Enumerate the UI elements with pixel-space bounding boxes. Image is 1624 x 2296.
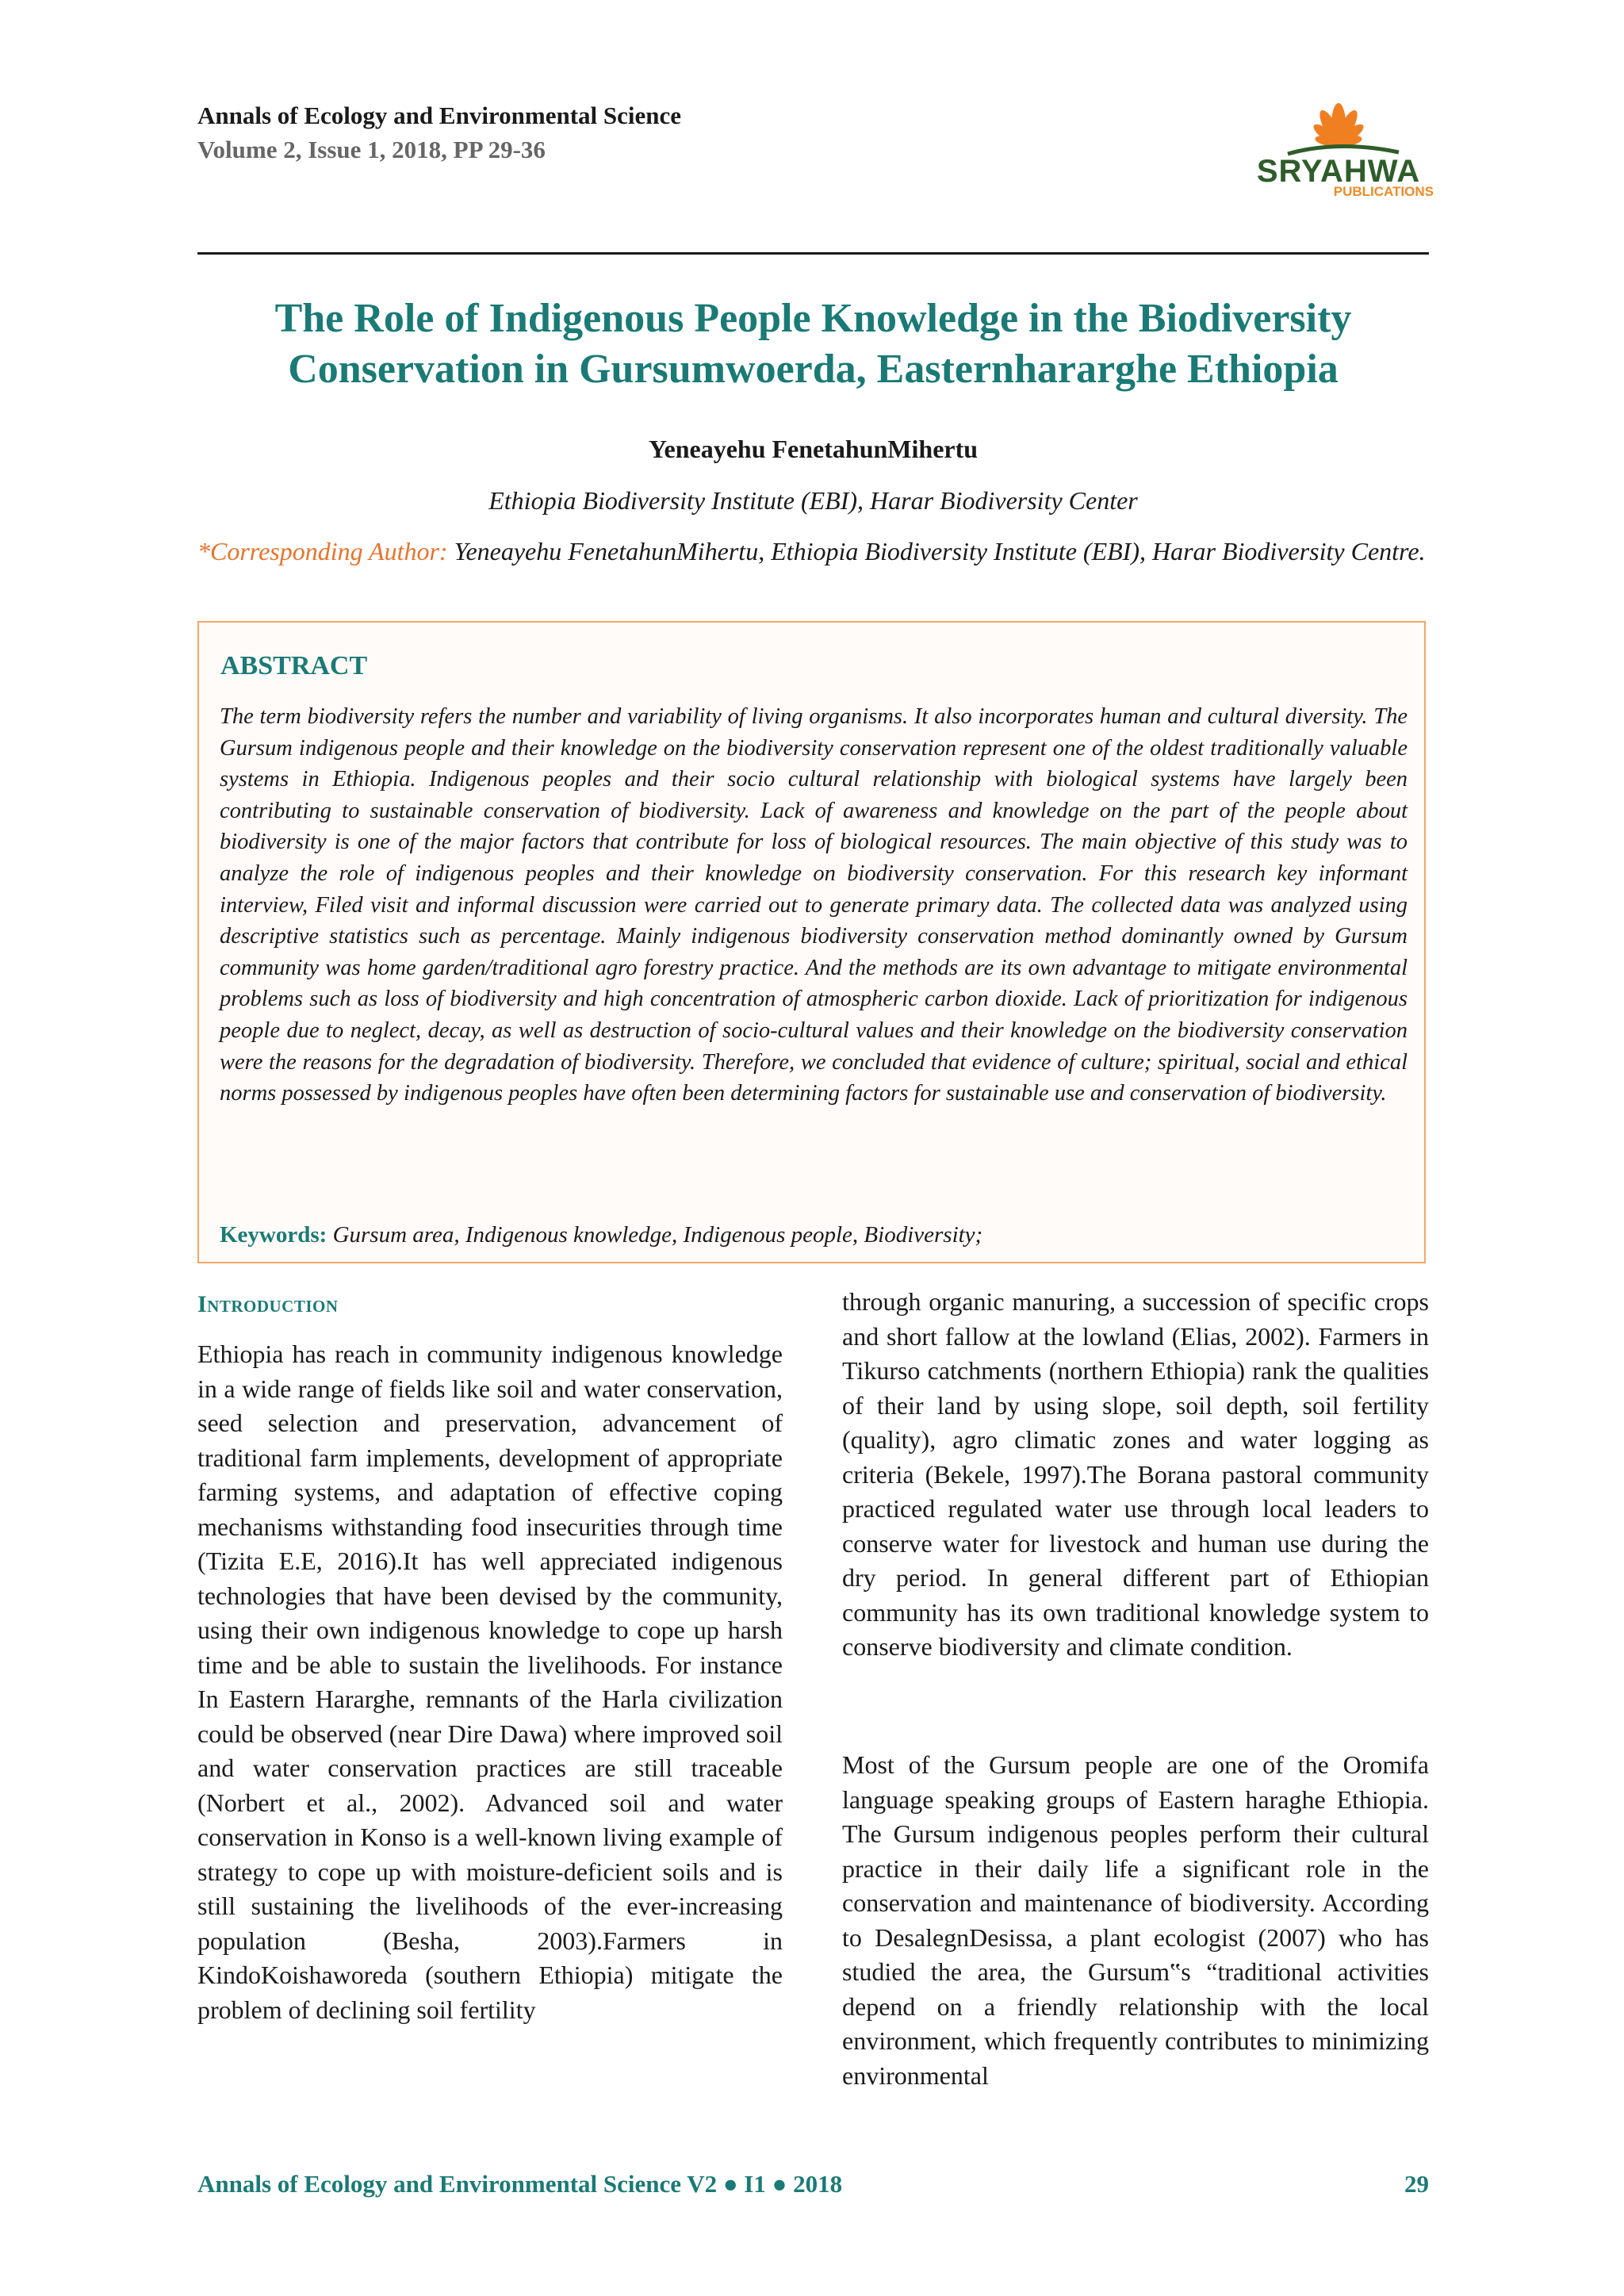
corresponding-label: *Corresponding Author: — [197, 537, 448, 565]
header-rule — [197, 252, 1429, 255]
author-name: Yeneayehu FenetahunMihertu — [648, 435, 979, 463]
page-number: 29 — [1404, 2170, 1429, 2198]
corresponding-text: Yeneayehu FenetahunMihertu, Ethiopia Biodiversity Institute (EBI), Harar Biodiversity Centre. — [447, 537, 1426, 565]
footer-citation: Annals of Ecology and Environmental Science V2 ● I1 ● 2018 — [197, 2170, 843, 2198]
keywords-text: Gursum area, Indigenous knowledge, Indigenous people, Biodiversity; — [327, 1222, 983, 1248]
paragraph: Most of the Gursum people are one of the Oromifa language speaking groups of Eastern haraghe Ethiopia. The Gursum indigenous peoples perform their cultural practice in their daily life a significant role in the conservation and maintenance of biodiversity. According to DesalegnDesissa, a plant ecologist (2007) who has studied the area, the Gursum‟s “traditional activities depend on a friendly relationship with the local environment, which frequently contributes to minimizing environmental — [842, 1750, 1429, 2090]
abstract-heading: ABSTRACT — [220, 651, 368, 680]
body-column-right-para-1 — [842, 1285, 1429, 1665]
publisher-logo — [1243, 94, 1434, 197]
volume-issue: Volume 2, Issue 1, 2018, PP 29-36 — [197, 136, 546, 163]
logo-wordmark: SRYAHWA — [1256, 154, 1421, 189]
lotus-icon — [1243, 94, 1434, 157]
keywords — [220, 1219, 1408, 1251]
introduction-heading: Introduction — [197, 1291, 339, 1317]
body-column-right-para-2 — [842, 1748, 1429, 2093]
logo-subtitle: PUBLICATIONS — [1333, 184, 1434, 199]
corresponding-author — [197, 535, 1429, 568]
keywords-label: Keywords: — [220, 1222, 327, 1248]
paragraph: through organic manuring, a succession of specific crops and short fallow at the lowland (Elias, 2002). Farmers in Tikurso catchments (northern Ethiopia) rank the qualities of their land by using slope, soil depth, soil fertility (quality), agro climatic zones and water logging as criteria (Bekele, 1997).The Borana pastoral community practiced regulated water use through local leaders to conserve water for livestock and human use during the dry period. In general different part of Ethiopian community has its own traditional knowledge system to conserve biodiversity and climate condition. — [842, 1287, 1429, 1661]
article-title: The Role of Indigenous People Knowledge in the Biodiversity Conservation in Gursumwoerda, Easternhararghe Ethiopia — [274, 296, 1352, 392]
abstract-text: The term biodiversity refers the number and variability of living organisms. It also incorporates human and cultural diversity. The Gursum indigenous people and their knowledge on the biodiversity conservation represent one of the oldest traditionally valuable systems in Ethiopia. Indigenous peoples and their socio cultural relationship with biological systems have largely been contributing to sustainable conservation of biodiversity. Lack of awareness and knowledge on the part of the people about biodiversity is one of the major factors that contribute for loss of biological resources. The main objective of this study was to analyze the role of indigenous peoples and their knowledge on biodiversity conservation. For this research key informant interview, Filed visit and informal discussion were carried out to generate primary data. The collected data was analyzed using descriptive statistics such as percentage. Mainly indigenous biodiversity conservation method dominantly owned by Gursum community was home garden/traditional agro forestry practice. And the methods are its own advantage to mitigate environmental problems such as loss of biodiversity and high concentration of atmospheric carbon dioxide. Lack of prioritization for indigenous people due to neglect, decay, as well as destruction of socio-cultural values and their knowledge on the biodiversity conservation were the reasons for the degradation of biodiversity. Therefore, we concluded that evidence of culture; spiritual, social and ethical norms possessed by indigenous peoples have often been determining factors for sustainable use and conservation of biodiversity. — [220, 704, 1408, 1106]
journal-name: Annals of Ecology and Environmental Science — [197, 102, 682, 129]
paragraph: Ethiopia has reach in community indigenous knowledge in a wide range of fields like soil and water conservation, seed selection and preservation, advancement of traditional farm implements, development of appropriate farming systems, and adaptation of effective coping mechanisms withstanding food insecurities through time (Tizita E.E, 2016).It has well appreciated indigenous technologies that have been devised by the community, using their own indigenous knowledge to cope up harsh time and be able to sustain the livelihoods. For instance In Eastern Hararghe, remnants of the Harla civilization could be observed (near Dire Dawa) where improved soil and water conservation practices are still traceable (Norbert et al., 2002). Advanced soil and water conservation in Konso is a well-known living example of strategy to cope up with moisture-deficient soils and is still sustaining the livelihoods of the ever-increasing population (Besha, 2003).Farmers in KindoKoishaworeda (southern Ethiopia) mitigate the problem of declining soil fertility — [197, 1340, 783, 2024]
author-affiliation: Ethiopia Biodiversity Institute (EBI), Harar Biodiversity Center — [488, 486, 1138, 515]
body-column-left — [197, 1337, 783, 2027]
